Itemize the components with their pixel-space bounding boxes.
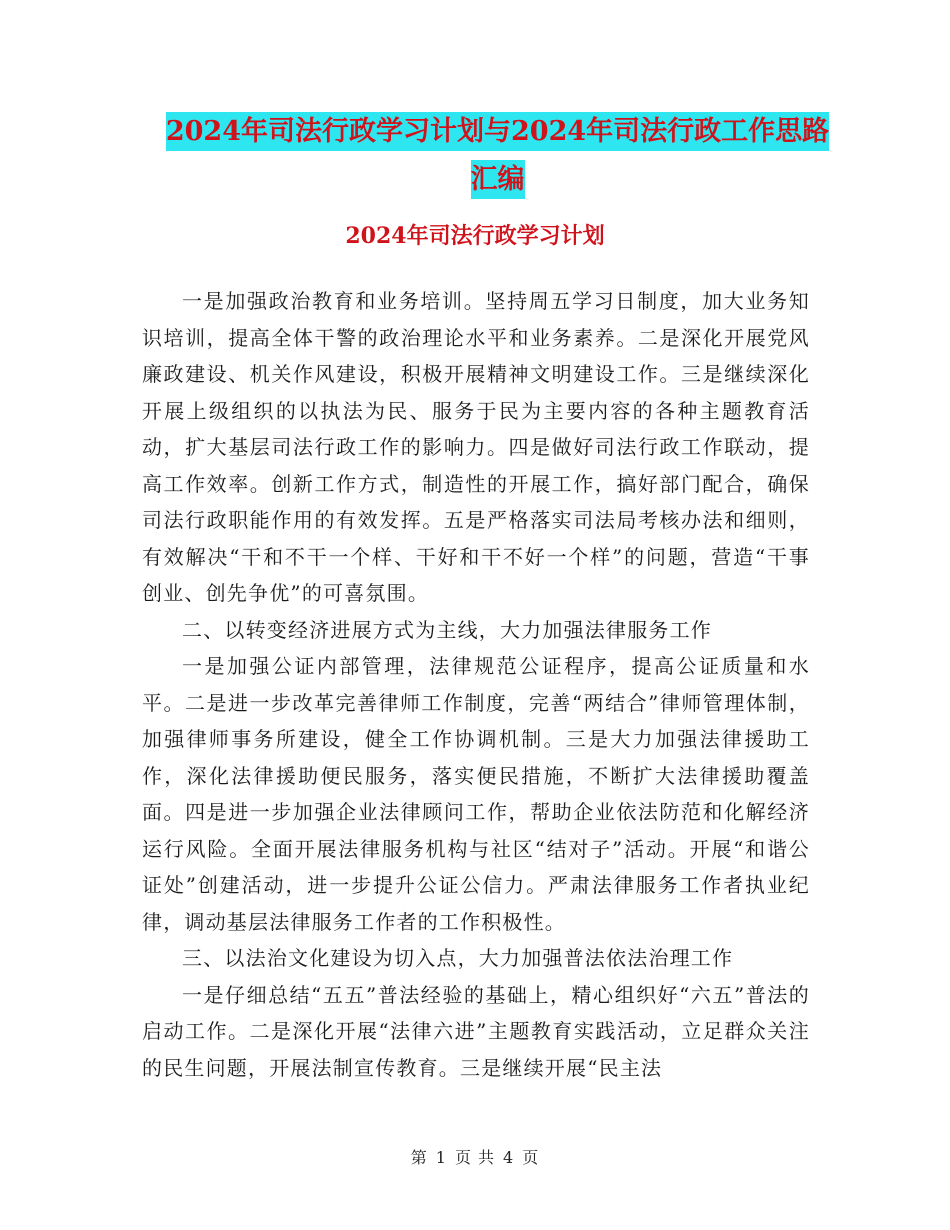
document-body (142, 283, 810, 1086)
page-footer (0, 1146, 950, 1170)
document-title-line-1: 2024年司法行政学习计划与2024年司法行政工作思路 (166, 112, 829, 151)
paragraph-5: 一是仔细总结“五五”普法经验的基础上，精心组织好“六五”普法的启动工作。二是深化开展“法律六进”主题教育实践活动，立足群众关注的民生问题，开展法制宣传教育。三是继续开展“民主法 (142, 982, 810, 1080)
paragraph-1: 一是加强政治教育和业务培训。坚持周五学习日制度，加大业务知识培训，提高全体干警的政治理论水平和业务素养。二是深化开展党风廉政建设、机关作风建设，积极开展精神文明建设工作。三是继续深化开展上级组织的以执法为民、服务于民为主要内容的各种主题教育活动，扩大基层司法行政工作的影响力。四是做好司法行政工作联动，提高工作效率。创新工作方式，制造性的开展工作，搞好部门配合，确保司法行政职能作用的有效发挥。五是严格落实司法局考核办法和细则，有效解决“干和不干一个样、干好和干不好一个样”的问题，营造“干事创业、创先争优”的可喜氛围。 (142, 289, 810, 605)
footer-prefix: 第 (410, 1148, 428, 1167)
document-title (140, 108, 855, 204)
paragraph-heading-3: 三、以法治文化建设为切入点，大力加强普法依法治理工作 (182, 946, 734, 970)
footer-suffix: 页 (522, 1148, 540, 1167)
section-title: 2024年司法行政学习计划 (345, 223, 605, 249)
footer-middle: 页 共 (454, 1148, 496, 1167)
footer-total-pages: 4 (503, 1148, 515, 1167)
footer-page-number: 1 (435, 1148, 447, 1167)
document-title-line-2: 汇编 (471, 160, 525, 199)
paragraph-heading-2: 二、以转变经济进展方式为主线，大力加强法律服务工作 (182, 617, 712, 642)
paragraph-3: 一是加强公证内部管理，法律规范公证程序，提高公证质量和水平。二是进一步改革完善律师工作制度，完善“两结合”律师管理体制，加强律师事务所建设，健全工作协调机制。三是大力加强法律援助工作，深化法律援助便民服务，落实便民措施，不断扩大法律援助覆盖面。四是进一步加强企业法律顾问工作，帮助企业依法防范和化解经济运行风险。全面开展法律服务机构与社区“结对子”活动。开展“和谐公证处”创建活动，进一步提升公证公信力。严肃法律服务工作者执业纪律，调动基层法律服务工作者的工作积极性。 (142, 654, 810, 934)
